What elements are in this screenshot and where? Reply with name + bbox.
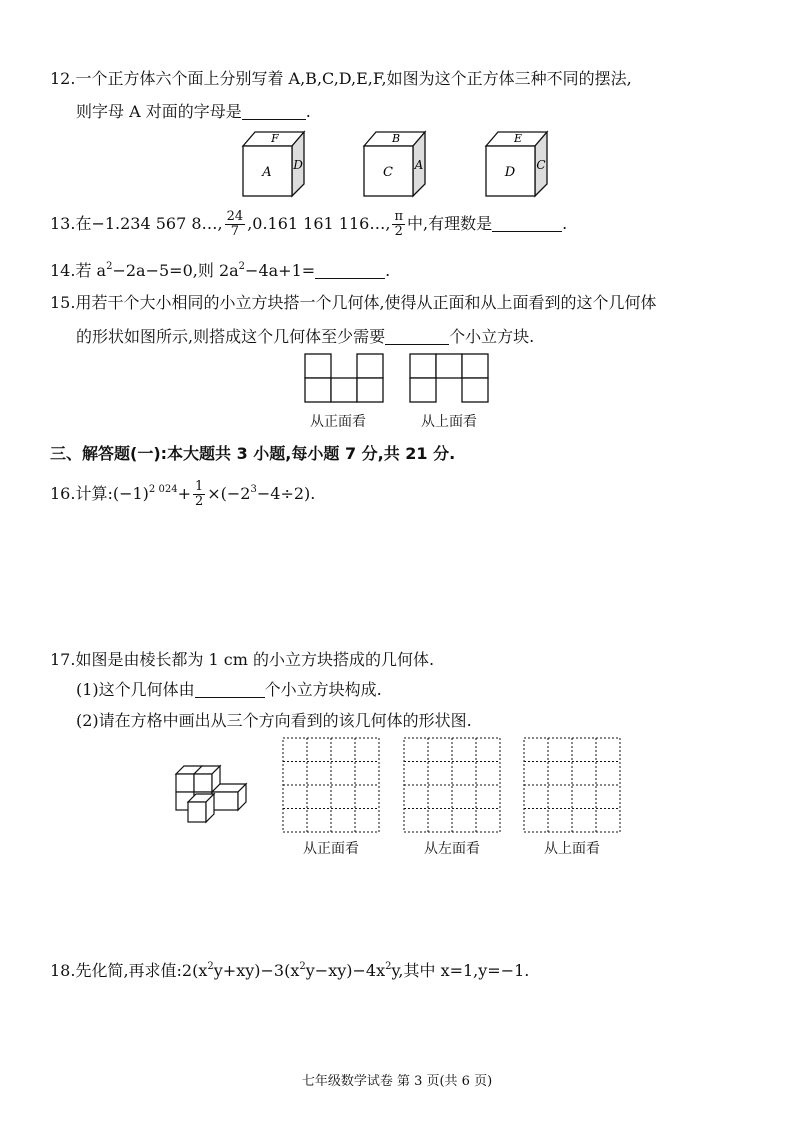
q15-line2: 的形状如图所示,则搭成这个几何体至少需要 个小立方块. [76, 327, 535, 346]
q17-part1: (1)这个几何体由 个小立方块构成. [76, 680, 382, 699]
q17-stem: 17.如图是由棱长都为 1 cm 的小立方块搭成的几何体. [50, 650, 435, 669]
q17-answer-blank[interactable] [195, 679, 265, 698]
q13-answer-blank[interactable] [492, 213, 562, 232]
q15-line1: 15.用若干个大小相同的小立方块搭一个几何体,使得从正面和从上面看到的这个几何体 [50, 293, 657, 312]
q16-line: 16.计算$:(-1)^{2 024}+$ $\frac{1}{2}$ $\times(-2^3-4\div 2)$. [50, 479, 316, 509]
q15-answer-blank[interactable] [385, 326, 449, 345]
q12-line1: 12.一个正方体六个面上分别写着 A,B,C,D,E,F,如图为这个正方体三种不同的摆法, [50, 69, 632, 88]
q15-front-view [305, 354, 383, 402]
cube-1 [243, 132, 304, 196]
q18-line: 18.先化简,再求值$:2(x^2y+xy)-3(x^2y-xy)-4x^2y$,其中 x=1,y=−1. [50, 961, 530, 980]
q12-cube-figures [236, 128, 556, 200]
q16-fraction: $\frac{1}{2}$ [194, 479, 204, 509]
cube-1-top-label: F [271, 132, 279, 145]
cube-2 [364, 132, 425, 196]
q17-caption-left: 从左面看 [424, 841, 480, 857]
cube-1-front-label: A [262, 165, 272, 180]
cube-3-right-label: C [536, 158, 546, 172]
q13-fraction-1: $\frac{24}{7}$ [226, 209, 244, 239]
q13-fraction-2: $\frac{\pi}{2}$ [394, 209, 403, 239]
q17-caption-front: 从正面看 [303, 841, 359, 857]
q15-views-figure [300, 350, 500, 410]
q17-grid-front [282, 737, 380, 833]
q15-caption-top: 从上面看 [421, 414, 477, 430]
section3-title: 三、解答题(一):本大题共 3 小题,每小题 7 分,共 21 分. [50, 444, 456, 463]
q17-solid-figure [170, 760, 260, 830]
q14-answer-blank[interactable] [315, 260, 385, 279]
cube-2-front-label: C [383, 165, 393, 180]
q15-caption-front: 从正面看 [310, 414, 366, 430]
cube-2-right-label: A [414, 158, 424, 172]
cube-3-front-label: D [504, 165, 516, 180]
q17-part2: (2)请在方格中画出从三个方向看到的该几何体的形状图. [76, 711, 472, 730]
page-footer: 七年级数学试卷 第 3 页(共 6 页) [301, 1074, 493, 1089]
q17-caption-top: 从上面看 [544, 841, 600, 857]
q17-grid-top [523, 737, 621, 833]
q13-line: 13.在−1.234 567 8…, $\frac{24}{7}$ ,0.161 161 116…, $\frac{\pi}{2}$ 中,有理数是 . [50, 209, 568, 239]
q14-line: 14.若 $a^2-2a-5=0$,则 $2a^2-4a+1=$ . [50, 261, 391, 280]
q17-grid-left [403, 737, 501, 833]
cube-3-top-label: E [513, 132, 523, 145]
q15-top-view [410, 354, 488, 402]
q12-line2: 则字母 A 对面的字母是 . [76, 102, 311, 121]
cube-2-top-label: B [391, 132, 401, 145]
cube-1-right-label: D [293, 158, 303, 172]
q12-answer-blank[interactable] [242, 101, 306, 120]
cube-3 [486, 132, 547, 196]
